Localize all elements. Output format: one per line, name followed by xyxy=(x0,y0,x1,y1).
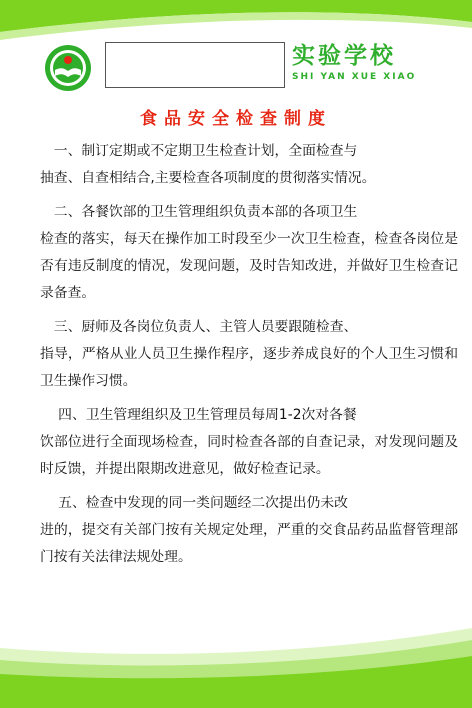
paragraph-1-first-line: 一、制订定期或不定期卫生检查计划，全面检查与 xyxy=(40,143,358,159)
paragraph-5 xyxy=(40,490,458,572)
top-green-band xyxy=(0,0,472,40)
paragraph-4 xyxy=(40,402,458,484)
school-emblem-icon xyxy=(44,44,92,92)
paragraph-4-first-line: 四、卫生管理组织及卫生管理员每周1-2次对各餐 xyxy=(40,406,357,423)
paragraph-3 xyxy=(40,314,458,396)
paragraph-4-text: 饮部位进行全面现场检查，同时检查各部的自查记录，对发现问题及时反馈，并提出限期改进意见，做好检查记录。 xyxy=(40,433,458,478)
paragraph-1-text: 抽查、自查相结合,主要检查各项制度的贯彻落实情况。 xyxy=(40,170,376,187)
school-name-en: SHI YAN XUE XIAO xyxy=(292,72,417,82)
school-name-cn: 实验学校 xyxy=(292,43,396,69)
paragraph-5-text: 进的，提交有关部门按有关规定处理，严重的交食品药品监督管理部门按有关法律法规处理。 xyxy=(40,521,458,566)
paragraph-5-first-line: 五、检查中发现的同一类问题经二次提出仍未改 xyxy=(40,494,348,511)
bottom-green-band xyxy=(0,620,472,708)
paragraph-2 xyxy=(40,199,458,308)
paragraph-3-text: 指导，严格从业人员卫生操作程序，逐步养成良好的个人卫生习惯和卫生操作习惯。 xyxy=(40,346,458,390)
document-title: 食品安全检查制度 xyxy=(140,109,332,129)
paragraph-2-text: 检查的落实，每天在操作加工时段至少一次卫生检查，检查各岗位是否有违反制度的情况，发现问题，及时告知改进，并做好卫生检查记录备查。 xyxy=(40,230,458,302)
paragraph-3-first-line: 三、厨师及各岗位负责人、主管人员要跟随检查、 xyxy=(40,318,358,335)
regulation-body xyxy=(40,138,458,577)
paragraph-1 xyxy=(40,138,458,193)
school-name-placeholder xyxy=(105,42,285,88)
paragraph-2-first-line: 二、各餐饮部的卫生管理组织负责本部的各项卫生 xyxy=(40,203,358,220)
